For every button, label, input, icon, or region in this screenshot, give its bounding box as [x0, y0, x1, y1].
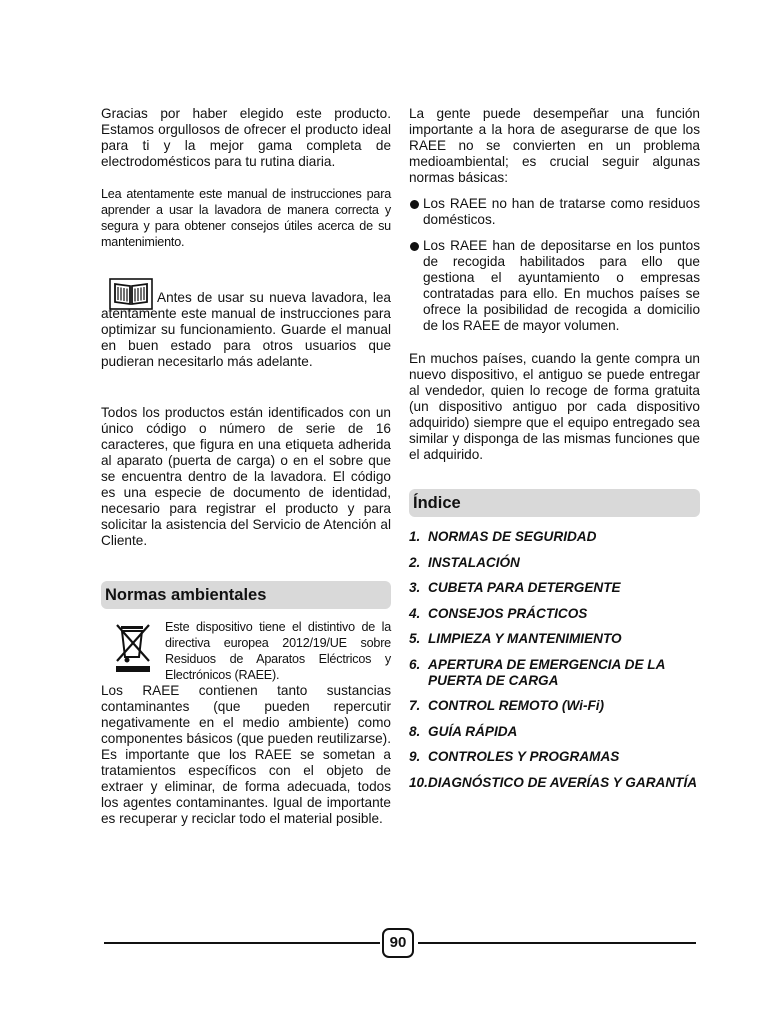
- crossed-out-bin-icon: [113, 623, 153, 673]
- manual-notice: [101, 290, 391, 370]
- index-heading: Índice: [409, 489, 700, 517]
- raee-paragraph: Los RAEE contienen tanto sustancias contaminantes (que pueden repercutir negativamente en el medio ambiente) como componentes básicos (que pueden reutilizarse). Es importante que los RAEE se sometan a tratamientos específicos con el objeto de extraer y eliminar, de forma adecuada, todos los agentes contaminantes. Igual de importante es recuperar y reciclar todo el material posible.: [101, 683, 391, 826]
- bullet-item: [409, 238, 700, 334]
- intro-paragraph: Gracias por haber elegido este producto. Estamos orgullosos de ofrecer el producto ideal para ti y la mejor gama completa de electrodomésticos para tu rutina diaria.: [101, 106, 391, 169]
- index-item[interactable]: 10. DIAGNÓSTICO DE AVERÍAS Y GARANTÍA: [409, 774, 698, 790]
- read-manual-paragraph: Lea atentamente este manual de instrucciones para aprender a usar la lavadora de manera correcta y segura y para obtener consejos útiles acerca de su mantenimiento.: [101, 187, 391, 249]
- index-item[interactable]: 5. LIMPIEZA Y MANTENIMIENTO: [409, 631, 622, 646]
- env-heading: Normas ambientales: [101, 581, 391, 609]
- footer-rule-left: [104, 942, 380, 944]
- left-column: [101, 106, 391, 827]
- index-item[interactable]: 9. CONTROLES Y PROGRAMAS: [409, 749, 620, 764]
- index-item[interactable]: 2. INSTALACIÓN: [409, 554, 520, 570]
- index-item[interactable]: 1. NORMAS DE SEGURIDAD: [409, 529, 597, 544]
- right-column: [409, 106, 700, 800]
- index-item[interactable]: 6. APERTURA DE EMERGENCIA DE LA PUERTA DE CARGA: [409, 656, 665, 688]
- weee-paragraph: Este dispositivo tiene el distintivo de la directiva europea 2012/19/UE sobre Residuos de Aparatos Eléctricos y Electrónicos (RAEE).: [165, 620, 391, 682]
- weee-notice: [101, 619, 391, 683]
- people-role-paragraph: La gente puede desempeñar una función importante a la hora de asegurarse de que los RAEE no se convierten en un problema medioambiental; es crucial seguir algunas normas básicas:: [409, 106, 700, 185]
- bullet-text: Los RAEE no han de tratarse como residuos domésticos.: [423, 196, 700, 227]
- page-number: 90: [382, 928, 414, 958]
- serial-paragraph: Todos los productos están identificados con un único código o número de serie de 16 caracteres, que figura en una etiqueta adherida al aparato (puerta de carga) o en el sobre que se encuentra dentro de la lavadora. El código es una especie de documento de identidad, necesario para registrar el producto y para solicitar la asistencia del Servicio de Atención al Cliente.: [101, 405, 391, 548]
- bullet-dot-icon: [410, 200, 419, 209]
- index-item[interactable]: 3. CUBETA PARA DETERGENTE: [409, 580, 621, 595]
- footer-rule-right: [418, 942, 696, 944]
- index-list: [409, 529, 700, 791]
- index-item[interactable]: 8. GUÍA RÁPIDA: [409, 723, 518, 739]
- index-item[interactable]: 4. CONSEJOS PRÁCTICOS: [409, 605, 588, 621]
- bullet-text: Los RAEE han de depositarse en los puntos de recogida habilitados para ello que gestiona el ayuntamiento o empresas contratadas para ello. En muchos países se ofrece la posibilidad de recogida a domicilio de los RAEE de mayor volumen.: [423, 238, 700, 333]
- index-item[interactable]: 7. CONTROL REMOTO (Wi-Fi): [409, 698, 605, 713]
- countries-paragraph: En muchos países, cuando la gente compra un nuevo dispositivo, el antiguo se puede entregar al vendedor, quien lo recoge de forma gratuita (un dispositivo antiguo por cada dispositivo adquirido) siempre que el equipo entregado sea similar y disponga de las mismas funciones que el adquirido.: [409, 351, 700, 462]
- open-book-icon: [109, 278, 153, 310]
- bullet-item: [409, 196, 700, 228]
- bullet-dot-icon: [410, 242, 419, 251]
- before-use-paragraph: Antes de usar su nueva lavadora, lea atentamente este manual de instrucciones para optimizar su funcionamiento. Guarde el manual en buen estado para otros usuarios que pudieran necesitarlo más adelante.: [101, 290, 391, 369]
